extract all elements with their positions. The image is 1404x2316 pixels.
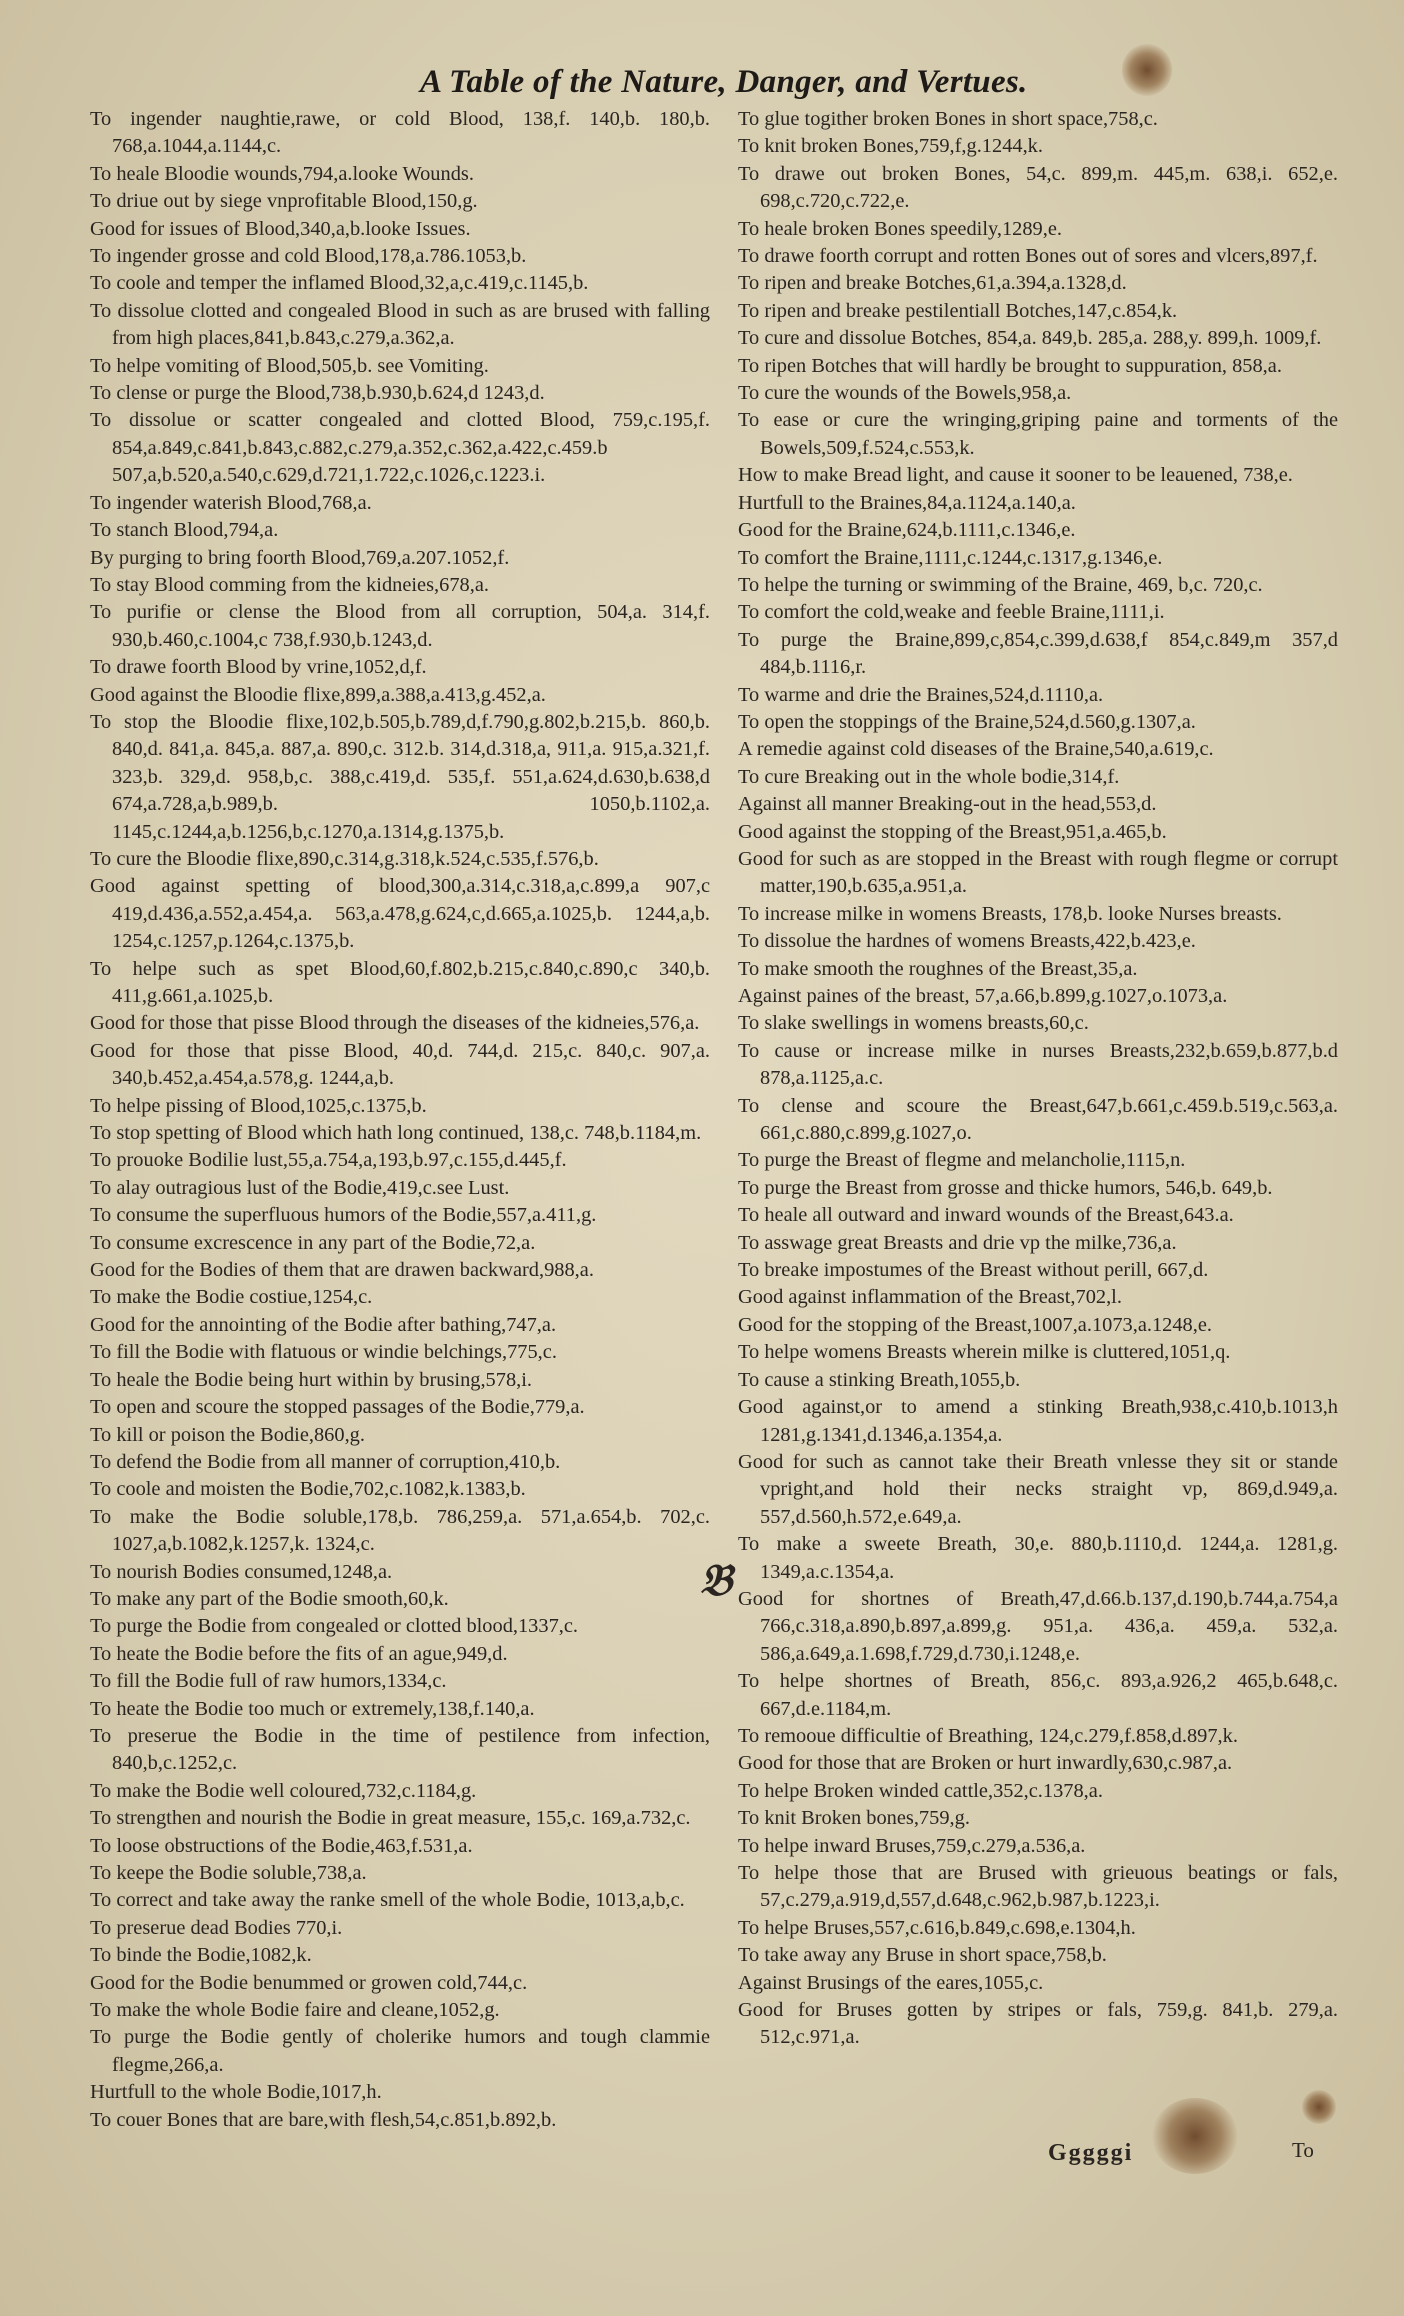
index-entry: To make the Bodie soluble,178,b. 786,259,a. 571,a.654,b. 702,c. 1027,a,b.1082,k.1257,k. 1324,c. bbox=[90, 1505, 710, 1556]
index-entry: To take away any Bruse in short space,758,b. bbox=[738, 1944, 1107, 1967]
index-entry: To ease or cure the wringing,griping paine and torments of the Bowels,509,f.524,c.553,k. bbox=[738, 409, 1338, 459]
index-entry: To purge the Braine,899,c,854,c.399,d.638,f 854,c.849,m 357,d 484,b.1116,r. bbox=[738, 628, 1338, 679]
index-entry: To helpe the turning or swimming of the Braine, 469, b,c. 720,c. bbox=[738, 573, 1263, 596]
index-entry: To helpe vomiting of Blood,505,b. see Vomiting. bbox=[90, 354, 489, 377]
index-entry: To comfort the Braine,1111,c.1244,c.1317,g.1346,e. bbox=[738, 546, 1163, 569]
index-entry: To cure Breaking out in the whole bodie,314,f. bbox=[738, 765, 1120, 788]
index-entry: To dissolue the hardnes of womens Breasts,422,b.423,e. bbox=[738, 930, 1196, 953]
index-entry: To make the Bodie well coloured,732,c.1184,g. bbox=[90, 1779, 477, 1802]
index-entry: To drawe foorth corrupt and rotten Bones out of sores and vlcers,897,f. bbox=[738, 245, 1318, 268]
index-entry: To drawe foorth Blood by vrine,1052,d,f. bbox=[90, 656, 427, 679]
left-column bbox=[90, 106, 710, 2134]
index-entry: By purging to bring foorth Blood,769,a.207.1052,f. bbox=[90, 546, 510, 569]
index-entry: Good for the Bodie benummed or growen cold,744,c. bbox=[90, 1971, 528, 1994]
index-entry: Good for the stopping of the Breast,1007,a.1073,a.1248,e. bbox=[738, 1313, 1212, 1336]
index-entry: To remooue difficultie of Breathing, 124,c.279,f.858,d.897,k. bbox=[738, 1724, 1238, 1747]
index-entry: To couer Bones that are bare,with flesh,54,c.851,b.892,b. bbox=[90, 2108, 557, 2131]
signature-mark: Gggggi bbox=[1048, 2140, 1134, 2166]
index-entry: To consume excrescence in any part of the Bodie,72,a. bbox=[90, 1231, 536, 1254]
index-entry: Against Brusings of the eares,1055,c. bbox=[738, 1971, 1044, 1994]
index-entry: Good for such as are stopped in the Breast with rough flegme or corrupt matter,190,b.635,a.951,a. bbox=[738, 847, 1338, 898]
index-entry: To purge the Bodie gently of cholerike humors and tough clammie flegme,266,a. bbox=[90, 2026, 710, 2076]
index-entry: To open and scoure the stopped passages of the Bodie,779,a. bbox=[90, 1396, 585, 1419]
index-entry: To keepe the Bodie soluble,738,a. bbox=[90, 1862, 367, 1884]
index-entry: How to make Bread light, and cause it sooner to be leauened, 738,e. bbox=[738, 464, 1293, 487]
index-entry: Against paines of the breast, 57,a.66,b.899,g.1027,o.1073,a. bbox=[738, 985, 1228, 1007]
index-entry: To make the Bodie costiue,1254,c. bbox=[90, 1286, 373, 1309]
index-entry: Good for the annointing of the Bodie after bathing,747,a. bbox=[90, 1313, 557, 1336]
index-entry: Good for the Bodies of them that are drawen backward,988,a. bbox=[90, 1259, 594, 1282]
index-entry: To cure the wounds of the Bowels,958,a. bbox=[738, 382, 1072, 405]
index-entry: Good for those that pisse Blood through the diseases of the kidneies,576,a. bbox=[90, 1012, 700, 1035]
index-entry: To prouoke Bodilie lust,55,a.754,a,193,b.97,c.155,d.445,f. bbox=[90, 1149, 567, 1172]
index-entry: To heale Bloodie wounds,794,a.looke Wounds. bbox=[90, 162, 474, 185]
index-entry: To preserue dead Bodies 770,i. bbox=[90, 1916, 343, 1939]
index-entry: To asswage great Breasts and drie vp the milke,736,a. bbox=[738, 1231, 1177, 1254]
index-entry: To make a sweete Breath, 30,e. 880,b.1110,d. 1244,a. 1281,g. 1349,a.c.1354,a. bbox=[738, 1533, 1338, 1583]
index-entry: To heale all outward and inward wounds of the Breast,643.a. bbox=[738, 1204, 1234, 1227]
index-entry: Good for such as cannot take their Breath vnlesse they sit or stande vpright,and hold their necks straight vp, 869,d.949,a. 557,d.560,h.572,e.649,a. bbox=[738, 1450, 1338, 1528]
index-entry: To consume the superfluous humors of the Bodie,557,a.411,g. bbox=[90, 1204, 597, 1227]
index-entry: Good against spetting of blood,300,a.314,c.318,a,c.899,a 907,c 419,d.436,a.552,a.454,a. 563,a.478,g.624,c,d.665,a.1025,b. 1244,a,b. 1254,c.1257,p.1264,c.1375,b. bbox=[90, 875, 710, 953]
index-entry: To heale broken Bones speedily,1289,e. bbox=[738, 217, 1062, 240]
index-entry: To helpe pissing of Blood,1025,c.1375,b. bbox=[90, 1094, 427, 1117]
index-entry: To make smooth the roughnes of the Breast,35,a. bbox=[738, 957, 1138, 980]
index-entry: To increase milke in womens Breasts, 178,b. looke Nurses breasts. bbox=[738, 902, 1282, 925]
index-entry: To stay Blood comming from the kidneies,678,a. bbox=[90, 573, 489, 596]
index-entry: To heate the Bodie before the fits of an ague,949,d. bbox=[90, 1642, 508, 1665]
index-entry: To make the whole Bodie faire and cleane,1052,g. bbox=[90, 1999, 500, 2022]
index-entry: To ingender waterish Blood,768,a. bbox=[90, 491, 372, 514]
ink-stain-bottom bbox=[1152, 2098, 1238, 2174]
index-entry: Hurtfull to the whole Bodie,1017,h. bbox=[90, 2081, 382, 2104]
index-entry: To open the stoppings of the Braine,524,d.560,g.1307,a. bbox=[738, 710, 1196, 733]
index-entry: To dissolue or scatter congealed and clotted Blood, 759,c.195,f. 854,a.849,c.841,b.843,c.882,c.279,a.352,c.362,a.422,c.459.b 507,a,b.520,a.540,c.629,d.721,1.722,c.1026,c.1223.i. bbox=[90, 409, 710, 487]
ink-stain-top bbox=[1122, 44, 1172, 96]
index-entry: To driue out by siege vnprofitable Blood,150,g. bbox=[90, 190, 478, 213]
index-entry: To heale the Bodie being hurt within by brusing,578,i. bbox=[90, 1368, 533, 1391]
index-entry: To clense or purge the Blood,738,b.930,b.624,d 1243,d. bbox=[90, 382, 545, 405]
index-entry: To slake swellings in womens breasts,60,c. bbox=[738, 1012, 1089, 1035]
index-entry: To cure and dissolue Botches, 854,a. 849,b. 285,a. 288,y. 899,h. 1009,f. bbox=[738, 327, 1322, 350]
index-entry: To purge the Bodie from congealed or clotted blood,1337,c. bbox=[90, 1615, 579, 1638]
index-entry: To defend the Bodie from all manner of corruption,410,b. bbox=[90, 1450, 561, 1473]
decorative-initial: 𝔅 bbox=[700, 1556, 732, 1605]
catchword: To bbox=[1292, 2138, 1314, 2162]
index-entry: To ripen and breake Botches,61,a.394,a.1328,d. bbox=[738, 272, 1127, 295]
index-entry: To warme and drie the Braines,524,d.1110,a. bbox=[738, 683, 1104, 706]
index-entry: Hurtfull to the Braines,84,a.1124,a.140,a. bbox=[738, 491, 1076, 514]
index-entry: To stanch Blood,794,a. bbox=[90, 519, 279, 542]
index-entry: Good against,or to amend a stinking Breath,938,c.410,b.1013,h 1281,g.1341,d.1346,a.1354,a. bbox=[738, 1396, 1338, 1446]
index-entry: To binde the Bodie,1082,k. bbox=[90, 1944, 312, 1967]
index-entry: To ripen and breake pestilentiall Botches,147,c.854,k. bbox=[738, 299, 1178, 322]
index-entry: To preserue the Bodie in the time of pestilence from infection, 840,b,c.1252,c. bbox=[90, 1724, 710, 1775]
index-entry: Good against the stopping of the Breast,951,a.465,b. bbox=[738, 820, 1167, 843]
index-entry: Good for the Braine,624,b.1111,c.1346,e. bbox=[738, 519, 1076, 542]
index-entry: To helpe shortnes of Breath, 856,c. 893,a.926,2 465,b.648,c. 667,d.e.1184,m. bbox=[738, 1670, 1338, 1720]
index-entry: To nourish Bodies consumed,1248,a. bbox=[90, 1560, 393, 1583]
index-entry: To cure the Bloodie flixe,890,c.314,g.318,k.524,c.535,f.576,b. bbox=[90, 847, 599, 870]
ink-stain-bottom-small bbox=[1302, 2090, 1336, 2124]
index-entry: To knit broken Bones,759,f,g.1244,k. bbox=[738, 135, 1043, 158]
index-entry: To breake impostumes of the Breast without perill, 667,d. bbox=[738, 1259, 1209, 1282]
index-entry: To drawe out broken Bones, 54,c. 899,m. 445,m. 638,i. 652,e. 698,c.720,c.722,e. bbox=[738, 162, 1338, 213]
index-entry: A remedie against cold diseases of the Braine,540,a.619,c. bbox=[738, 738, 1214, 761]
index-entry: To purge the Breast from grosse and thicke humors, 546,b. 649,b. bbox=[738, 1176, 1273, 1199]
index-entry: To helpe inward Bruses,759,c.279,a.536,a. bbox=[738, 1834, 1086, 1857]
index-entry: To clense and scoure the Breast,647,b.661,c.459.b.519,c.563,a. 661,c.880,c.899,g.1027,o. bbox=[738, 1094, 1338, 1145]
index-entry: To dissolue clotted and congealed Blood in such as are brused with falling from high places,841,b.843,c.279,a.362,a. bbox=[90, 299, 710, 350]
index-entry: To alay outragious lust of the Bodie,419,c.see Lust. bbox=[90, 1176, 510, 1199]
index-entry: To fill the Bodie full of raw humors,1334,c. bbox=[90, 1670, 447, 1693]
index-entry: To comfort the cold,weake and feeble Braine,1111,i. bbox=[738, 601, 1165, 624]
index-entry: To helpe such as spet Blood,60,f.802,b.215,c.840,c.890,c 340,b. 411,g.661,a.1025,b. bbox=[90, 957, 710, 1007]
page-title: A Table of the Nature, Danger, and Vertues. bbox=[420, 64, 1028, 100]
index-entry: Good against the Bloodie flixe,899,a.388,a.413,g.452,a. bbox=[90, 683, 546, 706]
index-entry: To make any part of the Bodie smooth,60,k. bbox=[90, 1587, 449, 1610]
index-entry: Good against inflammation of the Breast,702,l. bbox=[738, 1286, 1122, 1309]
index-entry: To cause a stinking Breath,1055,b. bbox=[738, 1368, 1021, 1391]
index-entry: To correct and take away the ranke smell of the whole Bodie, 1013,a,b,c. bbox=[90, 1889, 685, 1912]
index-entry: To strengthen and nourish the Bodie in great measure, 155,c. 169,a.732,c. bbox=[90, 1807, 691, 1830]
index-entry: To ingender grosse and cold Blood,178,a.786.1053,b. bbox=[90, 245, 527, 268]
index-entry: To ingender naughtie,rawe, or cold Blood, 138,f. 140,b. 180,b. 768,a.1044,a.1144,c. bbox=[90, 108, 710, 158]
index-entry: To purge the Breast of flegme and melancholie,1115,n. bbox=[738, 1149, 1186, 1172]
index-entry: Good for Bruses gotten by stripes or fals, 759,g. 841,b. 279,a. 512,c.971,a. bbox=[738, 1999, 1338, 2049]
index-entry: To helpe Broken winded cattle,352,c.1378,a. bbox=[738, 1779, 1103, 1802]
index-entry: To glue togither broken Bones in short space,758,c. bbox=[738, 108, 1158, 130]
index-entry: To stop the Bloodie flixe,102,b.505,b.789,d,f.790,g.802,b.215,b. 860,b. 840,d. 841,a. 845,a. 887,a. 890,c. 312.b. 314,d.318,a, 911,a. 915,a.321,f. 323,b. 329,d. 958,b,c. 388,c.419,d. 535,f. 551,a.624,d.630,b.638,d 674,a.728,a,b.989,b. 1050,b.1102,a. 1145,c.1244,a,b.1256,b,c.1270,a.1314,g.1375,b. bbox=[90, 710, 710, 843]
index-entry: Good for shortnes of Breath,47,d.66.b.137,d.190,b.744,a.754,a 766,c.318,a.890,b.897,a.899,g. 951,a. 436,a. 459,a. 532,a. 586,a.649,a.1.698,f.729,d.730,i.1248,e. bbox=[738, 1587, 1338, 1665]
index-entry: Good for those that pisse Blood, 40,d. 744,d. 215,c. 840,c. 907,a. 340,b.452,a.454,a.578,g. 1244,a,b. bbox=[90, 1039, 710, 1090]
index-entry: To helpe womens Breasts wherein milke is cluttered,1051,q. bbox=[738, 1341, 1231, 1364]
index-entry: To helpe Bruses,557,c.616,b.849,c.698,e.1304,h. bbox=[738, 1916, 1136, 1939]
index-entry: Good for issues of Blood,340,a,b.looke Issues. bbox=[90, 217, 471, 240]
index-entry: To kill or poison the Bodie,860,g. bbox=[90, 1423, 365, 1446]
index-entry: To loose obstructions of the Bodie,463,f.531,a. bbox=[90, 1834, 473, 1857]
index-entry: To knit Broken bones,759,g. bbox=[738, 1807, 970, 1830]
index-entry: To fill the Bodie with flatuous or windie belchings,775,c. bbox=[90, 1341, 557, 1364]
index-entry: To coole and temper the inflamed Blood,32,a,c.419,c.1145,b. bbox=[90, 272, 589, 295]
index-entry: Against all manner Breaking-out in the head,553,d. bbox=[738, 793, 1157, 816]
index-entry: To cause or increase milke in nurses Breasts,232,b.659,b.877,b.d 878,a.1125,a.c. bbox=[738, 1039, 1338, 1090]
index-entry: To helpe those that are Brused with grieuous beatings or fals, 57,c.279,a.919,d,557,d.648,c.962,b.987,b.1223,i. bbox=[738, 1862, 1338, 1912]
index-entry: To purifie or clense the Blood from all corruption, 504,a. 314,f. 930,b.460,c.1004,c 738,f.930,b.1243,d. bbox=[90, 601, 710, 651]
index-entry: To coole and moisten the Bodie,702,c.1082,k.1383,b. bbox=[90, 1478, 526, 1501]
index-entry: To stop spetting of Blood which hath long continued, 138,c. 748,b.1184,m. bbox=[90, 1122, 702, 1145]
index-entry: Good for those that are Broken or hurt inwardly,630,c.987,a. bbox=[738, 1752, 1233, 1775]
right-column bbox=[738, 106, 1338, 2052]
index-entry: To heate the Bodie too much or extremely,138,f.140,a. bbox=[90, 1697, 535, 1720]
index-entry: To ripen Botches that will hardly be brought to suppuration, 858,a. bbox=[738, 354, 1282, 377]
